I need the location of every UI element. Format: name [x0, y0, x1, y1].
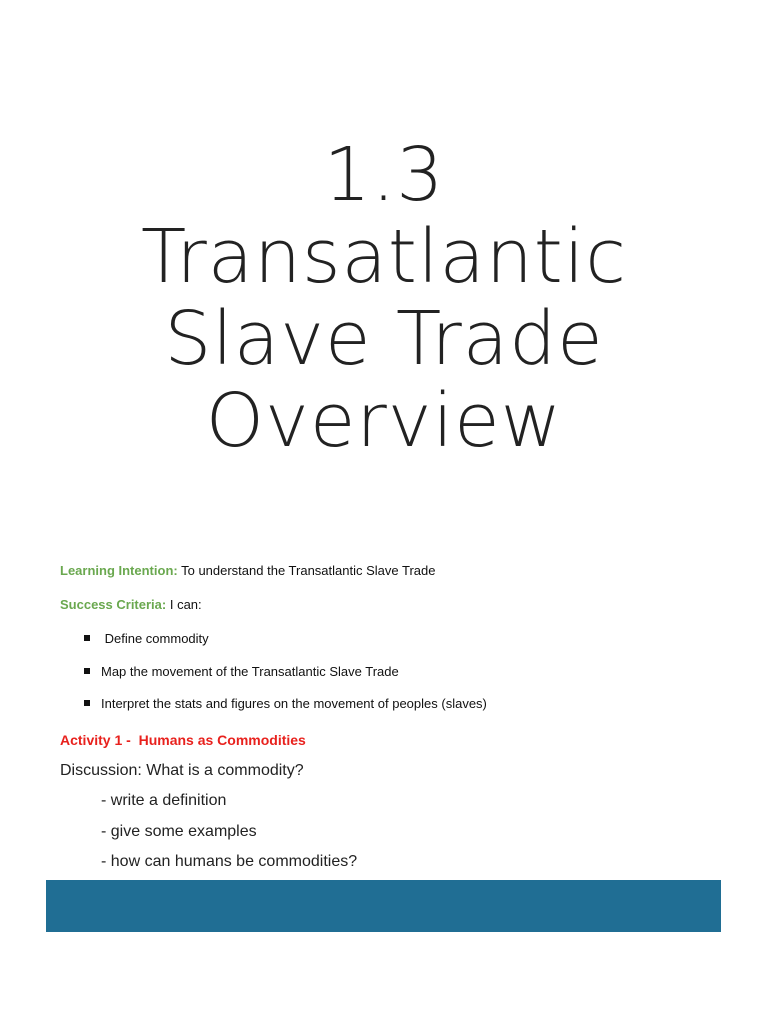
page-title: [0, 134, 768, 462]
list-item: - give some examples: [101, 822, 257, 840]
square-bullet-icon: [84, 700, 90, 706]
criteria-item-text: Interpret the stats and figures on the movement of peoples (slaves): [101, 696, 487, 711]
learning-intention-label: Learning Intention:: [60, 563, 178, 578]
criteria-item-text: Map the movement of the Transatlantic Slave Trade: [101, 663, 399, 679]
success-criteria-label: Success Criteria:: [60, 597, 167, 612]
square-bullet-icon: [84, 635, 90, 641]
list-item: [84, 631, 487, 664]
discussion-prompts: [101, 792, 357, 884]
discussion-question: Discussion: What is a commodity?: [60, 762, 304, 779]
success-criteria: [60, 597, 202, 612]
title-line-3: Overview: [205, 378, 563, 464]
success-criteria-text: I can:: [166, 597, 202, 612]
footer-bar: [46, 880, 721, 932]
square-bullet-icon: [84, 668, 90, 674]
list-item: - write a definition: [101, 792, 227, 809]
list-item: [84, 664, 487, 697]
criteria-item-text: Define commodity: [101, 631, 209, 646]
list-item: - how can humans be commodities?: [101, 853, 358, 870]
list-item: [84, 696, 487, 729]
learning-intention-text: To understand the Transatlantic Slave Trade: [177, 563, 436, 578]
title-line-2: Slave Trade: [164, 296, 604, 382]
activity-heading: Activity 1 - Humans as Commodities: [60, 732, 306, 748]
title-line-1: Transatlantic: [141, 214, 627, 300]
title-line-number: 1.3: [323, 132, 445, 218]
success-criteria-list: [84, 631, 487, 729]
learning-intention: [60, 563, 435, 578]
